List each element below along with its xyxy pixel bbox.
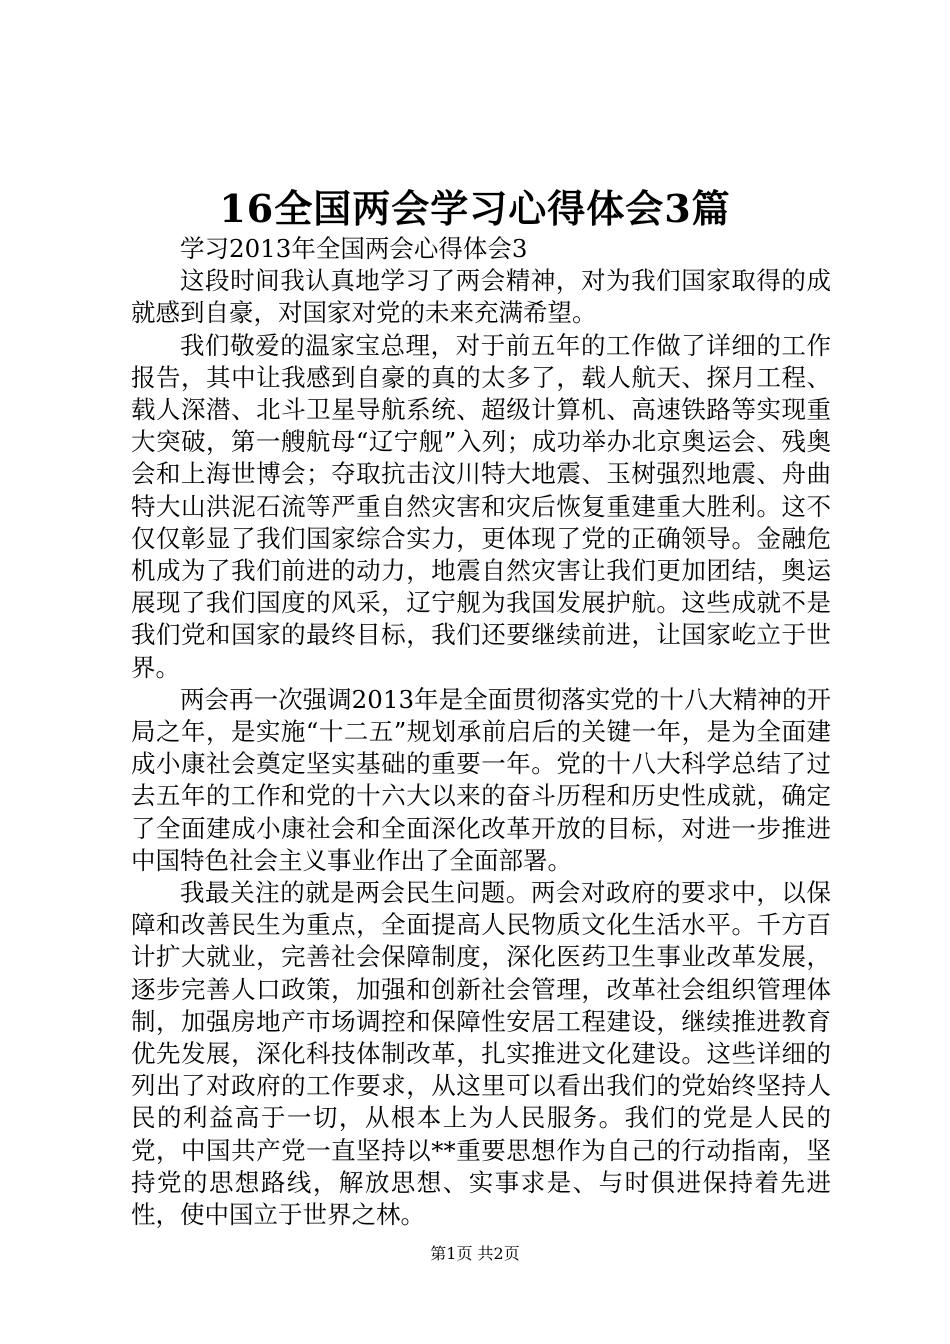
paragraph: 我最关注的就是两会民生问题。两会对政府的要求中，以保障和改善民生为重点，全面提高人民物质文化生活水平。千方百计扩大就业，完善社会保障制度，深化医药卫生事业改革发展，逐步完善人口政策，加强和创新社会管理，改革社会组织管理体制，加强房地产市场调控和保障性安居工程建设，继续推进教育优先发展，深化科技体制改革，扎实推进文化建设。这些详细的列出了对政府的工作要求，从这里可以看出我们的党始终坚持人民的利益高于一切，从根本上为人民服务。我们的党是人民的党，中国共产党一直坚持以**重要思想作为自己的行动指南，坚持党的思想路线，解放思想、实事求是、与时俱进保持着先进性，使中国立于世界之林。 xyxy=(131,878,831,1230)
subtitle-line: 学习2013年全国两会心得体会3 xyxy=(180,234,528,263)
paragraph: 两会再一次强调2013年是全面贯彻落实党的十八大精神的开局之年，是实施“十二五”规划承前启后的关键一年，是为全面建成小康社会奠定坚实基础的重要一年。党的十八大科学总结了过去五年的工作和党的十六大以来的奋斗历程和历史性成就，确定了全面建成小康社会和全面深化改革开放的目标，对进一步推进中国特色社会主义事业作出了全面部署。 xyxy=(131,684,831,875)
page-title: 16全国两会学习心得体会3篇 xyxy=(219,186,731,231)
document-body xyxy=(131,233,831,1231)
paragraph: 我们敬爱的温家宝总理，对于前五年的工作做了详细的工作报告，其中让我感到自豪的真的太多了，载人航天、探月工程、载人深潜、北斗卫星导航系统、超级计算机、高速铁路等实现重大突破，第一艘航母“辽宁舰”入列；成功举办北京奥运会、残奥会和上海世博会；夺取抗击汶川特大地震、玉树强烈地震、舟曲特大山洪泥石流等严重自然灾害和灾后恢复重建重大胜利。这不仅仅彰显了我们国家综合实力，更体现了党的正确领导。金融危机成为了我们前进的动力，地震自然灾害让我们更加团结，奥运展现了我们国度的风采，辽宁舰为我国发展护航。这些成就不是我们党和国家的最终目标，我们还要继续前进，让国家屹立于世界。 xyxy=(131,330,831,682)
paragraph: 这段时间我认真地学习了两会精神，对为我们国家取得的成就感到自豪，对国家对党的未来充满希望。 xyxy=(131,266,831,328)
page-number-footer: 第1页 共2页 xyxy=(430,1244,520,1263)
